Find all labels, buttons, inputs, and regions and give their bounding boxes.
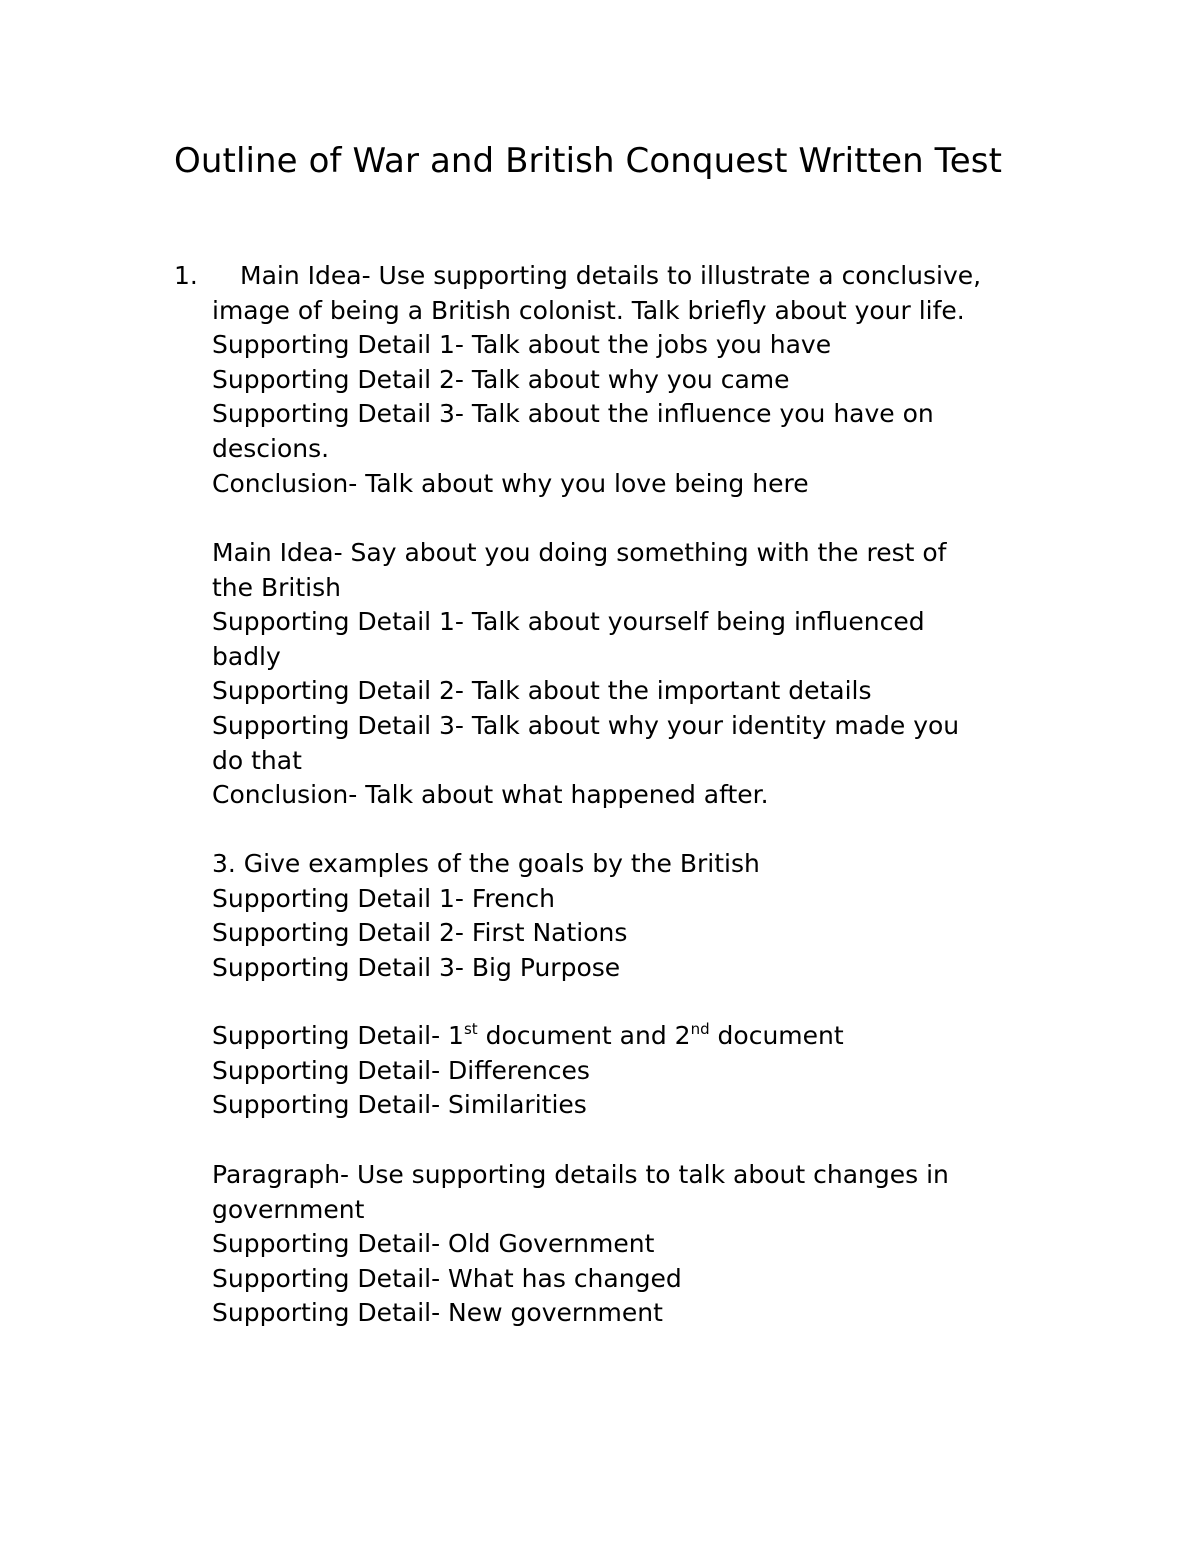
outline-line: Conclusion- Talk about what happened after. [212,780,769,810]
outline-line: Supporting Detail 3- Talk about the influence you have on [212,399,934,429]
outline-line: do that [212,745,302,775]
outline-line: Supporting Detail- Differences [212,1055,590,1085]
section-3 [212,847,760,985]
outline-line: Supporting Detail- What has changed [212,1263,682,1293]
outline-line: Supporting Detail 3- Big Purpose [212,952,621,982]
outline-line: Paragraph- Use supporting details to talk about changes in [212,1160,949,1189]
text-part: Supporting Detail- 1 [212,1021,464,1050]
outline-line: Supporting Detail- Old Government [212,1229,655,1259]
outline-line: descions. [212,433,330,463]
text-part: document and 2 [477,1021,691,1050]
outline-line: image of being a British colonist. Talk briefly about your life. [212,295,965,325]
section-1 [212,259,981,501]
superscript: st [463,1019,478,1038]
outline-line: government [212,1194,365,1224]
outline-line: Supporting Detail- New government [212,1298,663,1328]
outline-line: the British [212,572,341,602]
text-part: document [709,1021,844,1050]
outline-line: Supporting Detail 2- Talk about why you came [212,364,790,394]
list-number: 1. [174,261,198,290]
outline-line: Supporting Detail 3- Talk about why your identity made you [212,710,960,740]
section-2 [212,536,959,813]
outline-line: Supporting Detail 1- French [212,883,556,913]
outline-line: 3. Give examples of the goals by the British [212,849,760,878]
outline-line: Conclusion- Talk about why you love being here [212,468,809,498]
section-4 [212,1019,844,1123]
outline-line: Main Idea- Use supporting details to illustrate a conclusive, [240,261,982,290]
superscript: nd [690,1019,710,1038]
section-5 [212,1158,949,1331]
outline-line: Main Idea- Say about you doing something with the rest of [212,538,947,567]
outline-line: badly [212,641,281,671]
outline-line [212,1019,844,1054]
outline-line: Supporting Detail 1- Talk about the jobs you have [212,330,832,360]
outline-line: Supporting Detail- Similarities [212,1090,587,1120]
document-title: Outline of War and British Conquest Written Test [174,141,1003,181]
outline-line: Supporting Detail 1- Talk about yourself being influenced [212,607,925,637]
outline-line: Supporting Detail 2- First Nations [212,918,628,948]
outline-line: Supporting Detail 2- Talk about the important details [212,676,872,706]
